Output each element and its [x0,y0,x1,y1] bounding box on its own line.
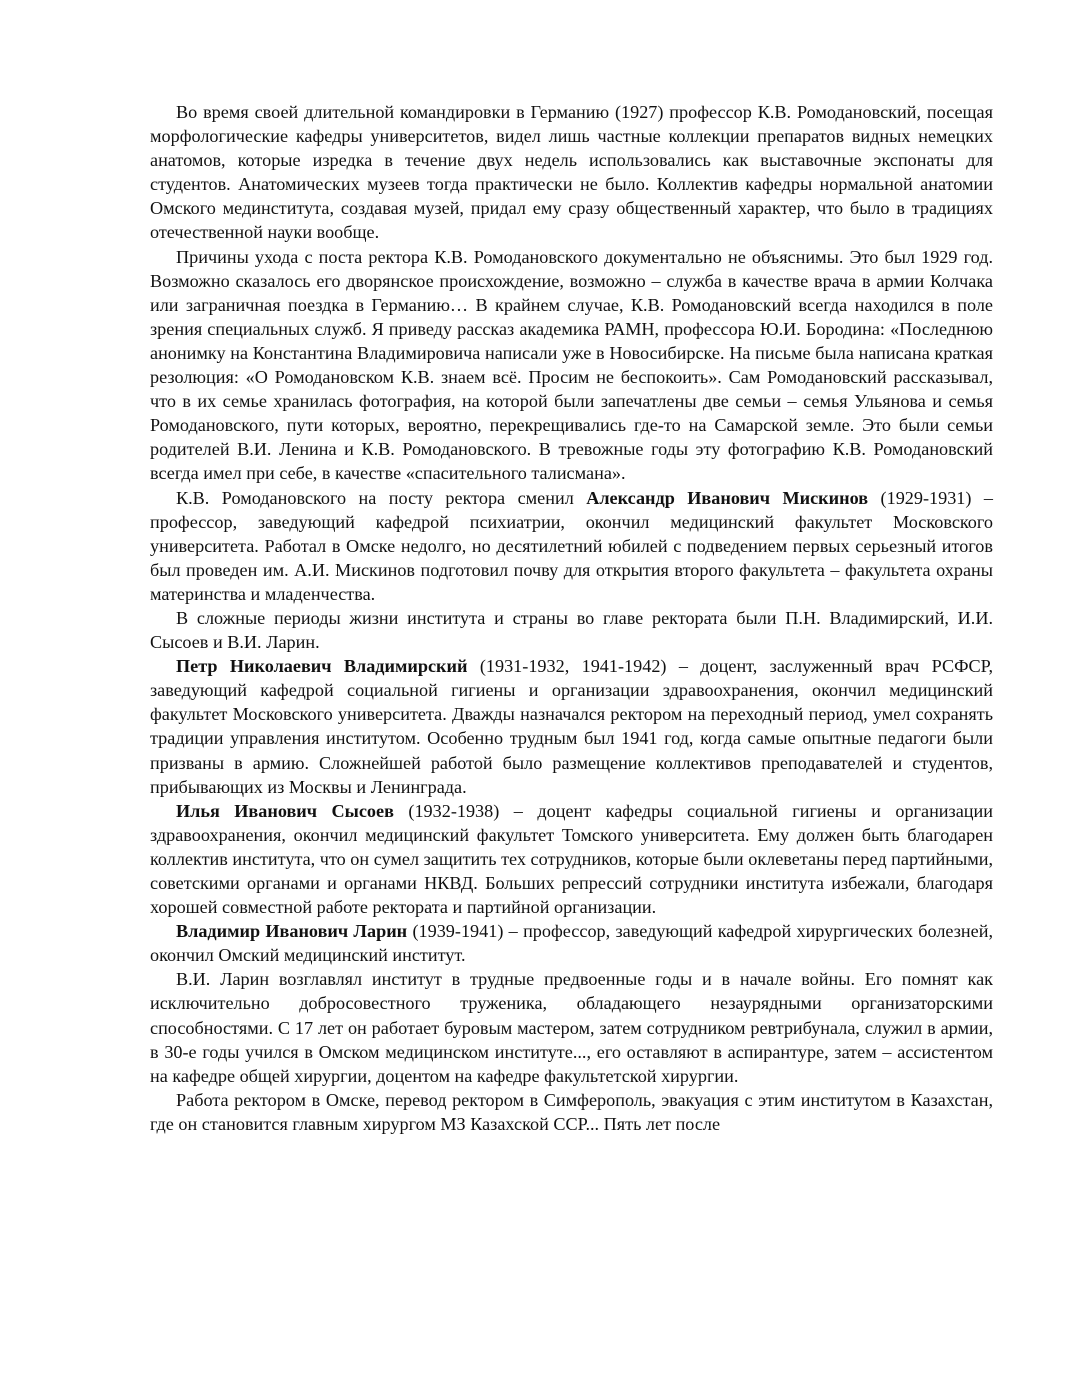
bold-name: Илья Иванович Сысоев [176,800,394,821]
text-run: (1939-1941) – профессор, заведующий кафедрой хирургических болезней, окончил Омский медицинский институт. [150,921,993,966]
paragraph [150,606,993,654]
paragraph [150,486,993,606]
paragraph [150,1088,993,1136]
paragraph [150,245,993,486]
text-run: (1929-1931) – профессор, заведующий кафедрой психиатрии, окончил медицинский факультет Московского университета. Работал в Омске недолго, но десятилетний юбилей с подведением первых серьезный итогов был проведен им. А.И. Мискинов подготовил почву для открытия второго факультета – факультета охраны материнства и младенчества. [150,487,993,604]
bold-name: Владимир Иванович Ларин [176,921,408,942]
text-run: В.И. Ларин возглавлял институт в трудные предвоенные годы и в начале войны. Его помнят как исключительно добросовестного труженика, обладающего незаурядными организаторскими способностями. С 17 лет он работает буровым мастером, затем сотрудником ревтрибунала, служил в армии, в 30-е годы учился в Омском медицинском институте..., его оставляют в аспирантуре, затем – ассистентом на кафедре общей хирургии, доцентом на кафедре факультетской хирургии. [150,969,993,1086]
text-run: Причины ухода с поста ректора К.В. Ромодановского документально не объяснимы. Это был 1929 год. Возможно сказалось его дворянское происхождение, возможно – служба в качестве врача в армии Колчака или заграничная поездка в Германию… В крайнем случае, К.В. Ромодановский всегда находился в поле зрения специальных служб. Я приведу рассказ академика РАМН, профессора Ю.И. Бородина: «Последнюю анонимку на Константина Владимировича написали уже в Новосибирске. На письме была написана краткая резолюция: «О Ромодановском К.В. знаем всё. Просим не беспокоить». Сам Ромодановский рассказывал, что в их семье хранилась фотография, на которой были запечатлены две семьи – семья Ульянова и семья Ромодановского, пути которых, вероятно, перекрещивались где-то на Самарской земле. Это были семьи родителей В.И. Ленина и К.В. Ромодановского. В тревожные годы эту фотографию К.В. Ромодановский всегда имел при себе, в качестве «спасительного талисмана». [150,246,993,484]
text-run: (1932-1938) – доцент кафедры социальной гигиены и организации здравоохранения, окончил медицинский факультет Томского университета. Ему должен быть благодарен коллектив института, что он сумел защитить тех сотрудников, которые были оклеветаны перед партийными, советскими органами и органами НКВД. Больших репрессий сотрудники института избежали, благодаря хорошей совместной работе ректората и партийной организации. [150,800,993,918]
paragraph [150,967,993,1087]
paragraph [150,919,993,967]
text-run: Работа ректором в Омске, перевод ректором в Симферополь, эвакуация с этим институтом в Казахстан, где он становится главным хирургом МЗ Казахской ССР... Пять лет после [150,1089,993,1134]
text-run: (1931-1932, 1941-1942) – доцент, заслуженный врач РСФСР, заведующий кафедрой социальной гигиены и организации здравоохранения, окончил медицинский факультет Московского университета. Дважды назначался ректором на переходный период, умел сохранять традиции управления институтом. Особенно трудным был 1941 год, когда самые опытные педагоги были призваны в армию. Сложнейшей работой было размещение коллективов преподавателей и студентов, прибывающих из Москвы и Ленинграда. [150,656,993,797]
paragraph [150,100,993,245]
paragraph [150,654,993,799]
text-run: К.В. Ромодановского на посту ректора сменил [176,487,587,508]
paragraph [150,799,993,919]
bold-name: Александр Иванович Мискинов [586,487,869,508]
text-run: Во время своей длительной командировки в Германию (1927) профессор К.В. Ромодановский, посещая морфологические кафедры университетов, видел лишь частные коллекции препаратов видных немецких анатомов, которые изредка в течение двух недель использовались как выставочные экспонаты для студентов. Анатомических музеев тогда практически не было. Коллектив кафедры нормальной анатомии Омского мединститута, создавая музей, придал ему сразу общественный характер, что было в традициях отечественной науки вообще. [150,102,993,243]
document-page [150,100,993,1136]
bold-name: Петр Николаевич Владимирский [176,656,468,677]
text-run: В сложные периоды жизни института и страны во главе ректората были П.Н. Владимирский, И.И. Сысоев и В.И. Ларин. [150,607,993,653]
